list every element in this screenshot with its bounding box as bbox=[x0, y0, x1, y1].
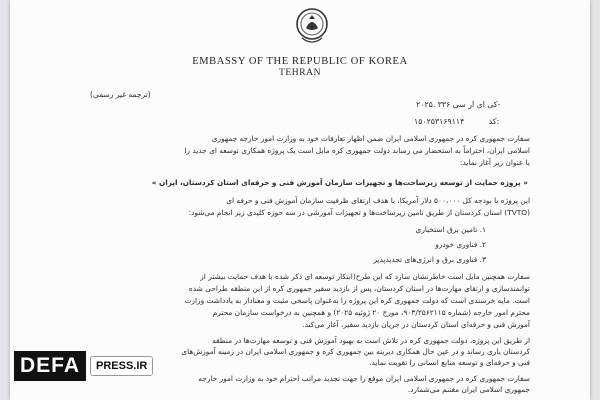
para2-line-2: توانمندسازی و ارتقای مهارت‌ها در استان کردستان، پس از بازدید سفیر جمهوری کره از این منطقه طراحی شده bbox=[188, 284, 530, 293]
code-value: ۱۵۰۲۵۳۱۶۹۱۱۴ bbox=[414, 117, 465, 126]
intro-line-1: سفارت جمهوری کره در جمهوری اسلامی ایران ضمن اظهار تعارفات خود به وزارت امور خارجه جمهوری bbox=[211, 134, 530, 143]
reference-number bbox=[416, 100, 500, 109]
reference-prefix: کی ای ار سی- bbox=[452, 100, 501, 109]
project-title: « پروژه حمایت از توسعه زیرساخت‌ها و تجهیزات سازمان آموزش فنی و حرفه‌ای استان کردستان، ایران » bbox=[151, 178, 528, 187]
watermark-site-text: PRESS.IR bbox=[96, 360, 148, 372]
translation-note: (ترجمه غیر رسمی) bbox=[90, 90, 151, 99]
budget-line-2: (TVTO) استان کردستان از طریق تامین زیرساخت‌ها و تجهیزات آموزشی در سه حوزه کلیدی زیر انجام می‌شود: bbox=[188, 208, 530, 217]
para2-line-5: آموزش فنی و حرفه‌ای استان کردستان در جریان بازدید سفیر، آغاز می‌کند. bbox=[302, 320, 530, 329]
budget-line-1: این پروژه با بودجه کل ۵۰۰،۰۰۰ دلار آمریکا، با هدف ارتقای ظرفیت سازمان آموزش فنی و حرفه ای bbox=[226, 196, 530, 205]
embassy-city: TEHRAN bbox=[278, 68, 322, 78]
watermark-site bbox=[90, 356, 153, 376]
document-page bbox=[10, 0, 590, 400]
defapress-watermark bbox=[14, 349, 153, 383]
para3-line-1: از طریق این پروژه، دولت جمهوری کره در تلاش است به بهبود آموزش فنی و توسعه مهارت‌ها در منطقه bbox=[212, 336, 530, 345]
closing-line-1: سفارت جمهوری کره در جمهوری اسلامی ایران موقع را جهت تجدید مراتب احترام خود به وزارت امور خارجه bbox=[198, 374, 530, 383]
para2-line-4: محترم امور خارجه (شماره ۹۰۳/۲۵۶۲۱۱۵، مورخ ۲۰ ژوئیه ۲۰۲۵) و همچنین به درخواست سازمان محترم bbox=[212, 308, 530, 317]
list-item: ۲. فناوری خودرو bbox=[435, 240, 486, 249]
list-item: ۱. تامین برق استخباری bbox=[415, 225, 486, 234]
embassy-title: EMBASSY OF THE REPUBLIC OF KOREA bbox=[192, 56, 408, 67]
para3-line-2: کردستان یاری رساند و در عین حال همکاری دیرینه بین جمهوری کره و جمهوری اسلامی ایران در زمینه آموزش‌های bbox=[181, 347, 530, 356]
code-label: کد: bbox=[488, 117, 500, 126]
intro-line-2: اسلامی ایران، احتراماً به استحضار می رساند دولت جمهوری کره مایل است یک پروژه همکاری توسعه ای جدید را bbox=[184, 146, 530, 155]
intro-line-3: با عنوان زیر آغاز نماید: bbox=[459, 158, 530, 167]
para3-line-3: فنی و حرفه‌ای و توسعه منابع انسانی را تقویت نماید. bbox=[369, 358, 530, 367]
watermark-brand: DEFA bbox=[14, 351, 86, 381]
para2-line-3: است. مایه خرسندی است که دولت جمهوری کره این پروژه را به‌عنوان پاسخی مثبت و معنادار به یادداشت وزارت bbox=[184, 296, 530, 305]
closing-line-2: جمهوری اسلامی ایران مغتنم می‌شمارد. bbox=[407, 385, 530, 394]
para2-line-1: سفارت همچنین مایل است خاطرنشان سازد که این طرح(ابتکار توسعه ای ذکر شده با هدف حمایت بیشتر از bbox=[200, 272, 530, 281]
reference-value: ۲۰۲۵. ۳۳۶ bbox=[416, 100, 451, 109]
code-number bbox=[414, 117, 499, 126]
list-item: ۳. فناوری برق و انرژی‌های تجدیدپذیر bbox=[373, 255, 486, 264]
embassy-crest-icon bbox=[292, 4, 332, 50]
